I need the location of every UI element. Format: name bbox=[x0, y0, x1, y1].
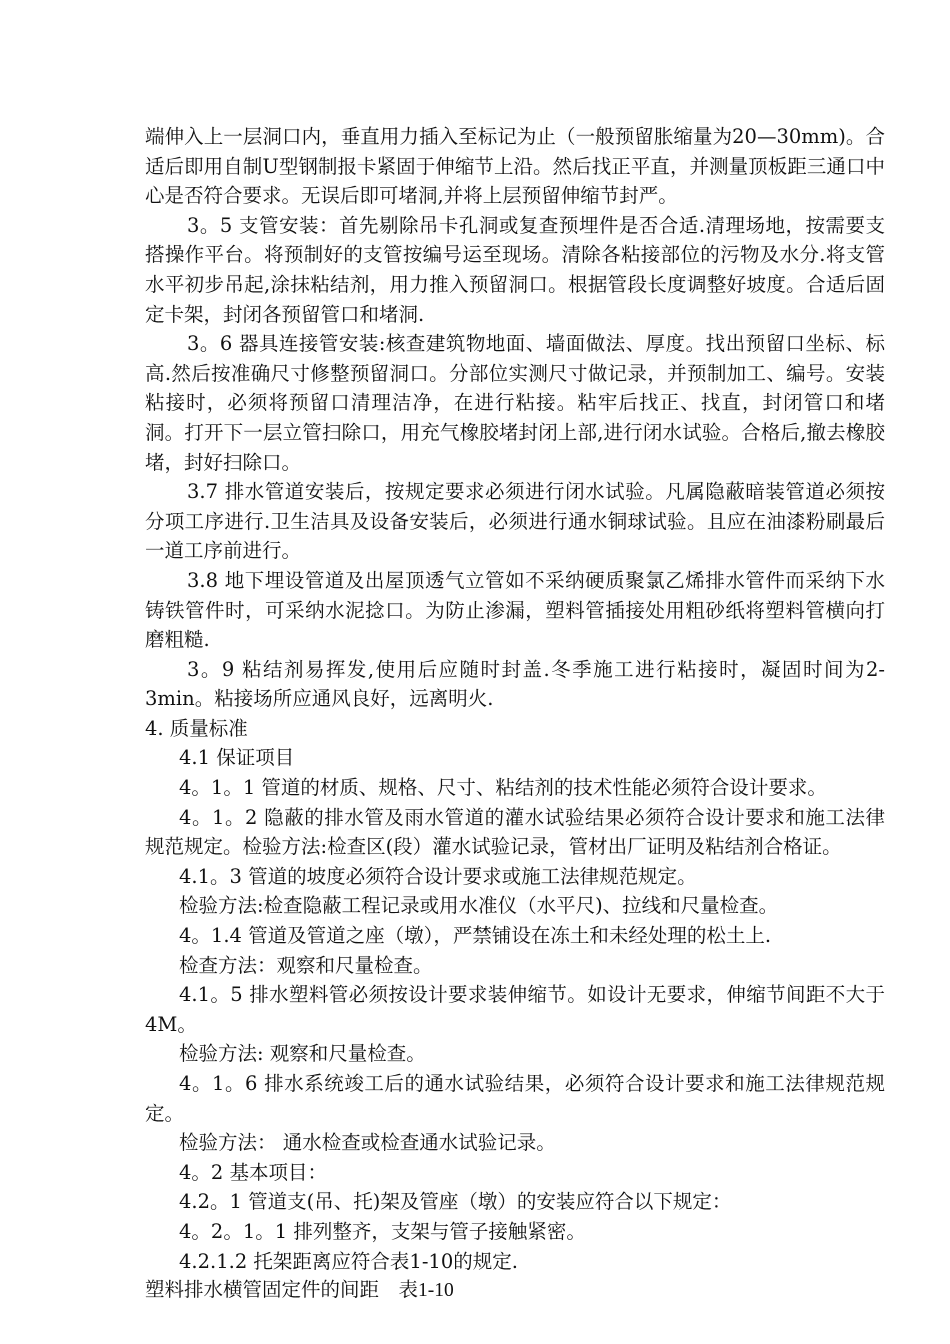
paragraph-stack-pipe-end: 端伸入上一层洞口内，垂直用力插入至标记为止（一般预留胀缩量为20—30mm)。合适后即用自制U型钢制报卡紧固于伸缩节上沿。然后找正平直，并测量顶板距三通口中心是否符合要求。无误后即可堵洞,并将上层预留伸缩节封严。 bbox=[145, 125, 885, 208]
item-4-1-3-method: 检验方法:检查隐蔽工程记录或用水准仪（水平尺)、拉线和尺量检查。 bbox=[179, 894, 779, 918]
item-4-1-3: 4.1。3 管道的坡度必须符合设计要求或施工法律规范规定。 bbox=[179, 864, 697, 888]
item-4-2-1-1: 4。2。1。1 排列整齐，支架与管子接触紧密。 bbox=[179, 1219, 586, 1243]
item-4-1-5-method: 检验方法: 观察和尺量检查。 bbox=[179, 1042, 426, 1066]
item-4-1-1: 4。1。1 管道的材质、规格、尺寸、粘结剂的技术性能必须符合设计要求。 bbox=[179, 776, 827, 800]
item-4-1-6: 4。1。6 排水系统竣工后的通水试验结果，必须符合设计要求和施工法律规范规定。 bbox=[145, 1072, 885, 1125]
item-4-1-2: 4。1。2 隐蔽的排水管及雨水管道的灌水试验结果必须符合设计要求和施工法律规范规定。检验方法:检查区(段）灌水试验记录，管材出厂证明及粘结剂合格证。 bbox=[145, 805, 885, 859]
paragraph-3-5-branch-pipe: 3。5 支管安装：首先剔除吊卡孔洞或复查预埋件是否合适.清理场地，按需要支搭操作平台。将预制好的支管按编号运至现场。清除各粘接部位的污物及水分.将支管水平初步吊起,涂抹粘结剂，用力推入预留洞口。根据管段长度调整好坡度。合适后固定卡架，封闭各预留管口和堵洞. bbox=[145, 213, 885, 326]
item-4-2-1: 4.2。1 管道支(吊、托)架及管座（墩）的安装应符合以下规定： bbox=[179, 1190, 732, 1214]
item-4-2-1-2: 4.2.1.2 托架距离应符合表1-10的规定. bbox=[179, 1249, 518, 1273]
item-4-1-4-method: 检查方法：观察和尺量检查。 bbox=[179, 953, 433, 977]
item-4-1-6-method: 检验方法： 通水检查或检查通水试验记录。 bbox=[179, 1131, 556, 1155]
paragraph-3-9-adhesive: 3。9 粘结剂易挥发,使用后应随时封盖.冬季施工进行粘接时，凝固时间为2-3min。粘接场所应通风良好，远离明火. bbox=[145, 657, 885, 711]
subsection-heading-guarantee-items: 4.1 保证项目 bbox=[179, 746, 295, 770]
subsection-heading-basic-items: 4。2 基本项目： bbox=[179, 1160, 328, 1184]
document-page bbox=[145, 122, 885, 1306]
item-4-1-5: 4.1。5 排水塑料管必须按设计要求装伸缩节。如设计无要求，伸缩节间距不大于4M。 bbox=[145, 983, 885, 1036]
paragraph-3-8-buried-pipe: 3.8 地下埋设管道及出屋顶透气立管如不采纳硬质聚氯乙烯排水管件而采纳下水铸铁管件时，可采纳水泥捻口。为防止渗漏，塑料管插接处用粗砂纸将塑料管横向打磨粗糙. bbox=[145, 568, 885, 652]
item-4-1-4: 4。1.4 管道及管道之座（墩），严禁铺设在冻土和未经处理的松土上. bbox=[179, 924, 772, 948]
paragraph-3-7-closed-water-test: 3.7 排水管道安装后，按规定要求必须进行闭水试验。凡属隐蔽暗装管道必须按分项工序进行.卫生洁具及设备安装后，必须进行通水铜球试验。且应在油漆粉刷最后一道工序前进行。 bbox=[145, 480, 885, 563]
table-caption: 塑料排水横管固定件的间距 表1-10 bbox=[145, 1280, 454, 1302]
paragraph-3-6-fixture-pipe: 3。6 器具连接管安装:核查建筑物地面、墙面做法、厚度。找出预留口坐标、标高.然后按准确尺寸修整预留洞口。分部位实测尺寸做记录，并预制加工、编号。安装粘接时，必须将预留口清理洁净，在进行粘接。粘牢后找正、找直，封闭管口和堵洞。打开下一层立管扫除口，用充气橡胶堵封闭上部,进行闭水试验。合格后,撤去橡胶堵，封好扫除口。 bbox=[145, 332, 885, 474]
section-heading-quality-standard: 4. 质量标准 bbox=[145, 716, 248, 740]
